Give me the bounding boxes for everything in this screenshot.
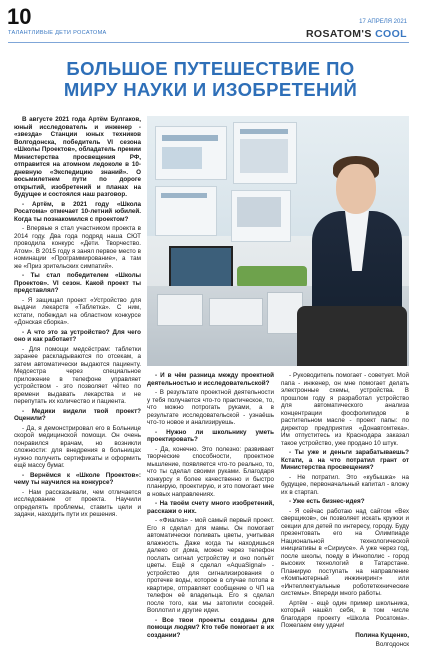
section-label: ТАЛАНТЛИВЫЕ ДЕТИ РОСАТОМА [8, 30, 107, 36]
question-paragraph: - А что это за устройство? Для чего оно и как работает? [14, 328, 141, 343]
issue-date: 17 АПРЕЛЯ 2021 [359, 19, 407, 25]
brand-accent: COOL [375, 28, 407, 40]
question-paragraph: - Уже есть бизнес-идея? [289, 498, 365, 505]
body-paragraph: - Впервые я стал участником проекта в 2014 году. Два года подряд наша СЮТ проводила конкурс «Дети. Творчество. Атом». В 2015 году я занял первое место в номинации «Программирование», а там же «Приз зрительских симпатий». [14, 225, 141, 270]
question-paragraph: - И в чём разница между проектной деятельностью и исследовательской? [147, 372, 274, 387]
question-paragraph: - Ты уже и деньги зарабатываешь? Кстати, а на что потратил грант от Министерства просвещения? [281, 449, 409, 471]
question-paragraph: - Все твои проекты созданы для помощи людям? Кто тебе помогает в их создании? [147, 616, 274, 639]
article-photo [147, 116, 409, 366]
text-column-2 [147, 372, 274, 641]
body-paragraph: - Да, я демонстрировал его в Больнице скорой медицинской помощи. Он очень понравился врачам, но возникли сложности: для внедрения в больницах нужно получить сертификаты и оформить ещё массу бумаг. [14, 424, 141, 469]
question-paragraph: - Артём, в 2021 году «Школа Росатома» отмечает 10-летний юбилей. Когда ты познакомился с проектом? [14, 200, 141, 223]
column-3-body [281, 372, 409, 630]
text-column-1 [14, 116, 141, 521]
brand-logo [306, 28, 407, 40]
title-line-1: БОЛЬШОЕ ПУТЕШЕСТВИЕ ПО [66, 58, 355, 79]
article-title [10, 58, 411, 100]
question-paragraph: - Вернёмся к «Школе Проектов»: чему ты научился на конкурсе? [14, 471, 141, 486]
body-paragraph: Артём - ещё один пример школьника, который нашёл себя, в том числе благодаря проекту «Школа Росатома». Пожелаем ему удачи! [281, 599, 409, 629]
body-paragraph: В августе 2021 года Артём Булгаков, юный исследователь и инженер - «звезда» Станции юных техников Волгодонска, победитель VI сезона «Школы Проектов», обладатель премии Министерства просвещения РФ, отправится на атомном ледоколе в 10-дневную «Экспедицию знаний». О восьмилетнем пути по дороге открытий, изобретений и планах на будущее и состоялся наш разговор. [14, 116, 141, 198]
body-paragraph: - Я защищал проект «Устройство для выдачи лекарств «Таблетка». С ним, кстати, побеждал на областном конкурсе «Донская сборка». [14, 296, 141, 326]
body-paragraph: - «Фиалка» - мой самый первый проект. Его я сделал для мамы. Он помогает автоматически поливать цветы, учитывая влажность. Даже когда ты находишься далеко от дома, можно через телефон послать сигнал устройству и оно польёт цветы. Ещё я сделал «AquaSignal» - устройство для сигнализирования о протечке воды, которое в случае потопа в квартире, отправляет сообщение о ЧП на телефон её владельца. Его я сделал после того, как мы затопили соседей. Воплотил и другие идеи. [147, 517, 274, 614]
body-paragraph: - В результате проектной деятельности у тебя получается что-то практическое, то, что можно потрогать руками, а в результате исследовательской - узнаёшь что-то новое и анализируешь. [147, 389, 274, 426]
author-city: Волгодонск [375, 641, 409, 648]
title-line-2: МИРУ НАУКИ И ИЗОБРЕТЕНИЙ [63, 79, 358, 100]
question-paragraph: - Ты стал победителем «Школы Проектов». VI сезон. Какой проект ты представлял? [14, 272, 141, 294]
page-number: 10 [7, 4, 32, 29]
body-paragraph: - Нам рассказывали, чем отличается исследование от проекта. Научили определять проблемы, ставить цели и задачи, находить пути их решения. [14, 488, 141, 518]
author-name: Полина Кущенко, [355, 631, 409, 639]
body-paragraph: - Я сейчас работаю над сайтом «Вех сверщиков», он позволяет искать кружки и секции для детей по интересу, городу. Буду презентовать его на Олимпиаде Национальной технологической инициативы в «Сириусе». А уже через год, после школы, поеду в Иннополис - город высоких технологий в Татарстане. Планирую поступать на направление «Компьютерный инжиниринг» или «Интеллектуальные роботетехнические системы». Впереди много работы. [281, 507, 409, 597]
text-column-3 [281, 372, 409, 649]
header-divider [8, 42, 409, 43]
body-paragraph: - Да, конечно. Это полезно: развивает творческие способности, проектное мышление, появляется что-то реально, то, что ты сделал своими руками. Благодаря конкурсу я более качественно и быстро планирую, проектирую, и это помогает мне в новых направлениях. [147, 445, 274, 498]
body-paragraph: - Не потратил. Это «кубышка» на будущее, первоначальный капитал - вложу их в стартап. [281, 473, 409, 496]
question-paragraph: - Нужно ли школьнику уметь проектировать? [147, 428, 274, 443]
question-paragraph: - Медики видели твой проект? Оценили? [14, 407, 141, 422]
question-paragraph: - На твоём счету много изобретений, расскажи о них. [147, 500, 274, 515]
brand-main: ROSATOM'S [305, 28, 372, 40]
body-paragraph: - Для помощи медсёстрам: таблетки заранее раскладываются по отсекам, а затем автоматически выдаются пациенту. Медсестра через специальное приложение в телефоне управляет устройством - это позволяет чётко по времени выдавать лекарства и не перепутать их количество и пациента. [14, 345, 141, 405]
body-paragraph: - Руководитель помогает - советует. Мой папа - инженер, он мне помогает делать электронные схемы, устройства. В прошлом году я разработал устройство для автоматического анализа концентрации фосфолипидов в растительном масле - проект папы: по директор предприятия «Донавтомтека». Им отпуститесь из Краснодара заказал такое устройство, уже продано 10 штук. [281, 372, 409, 447]
